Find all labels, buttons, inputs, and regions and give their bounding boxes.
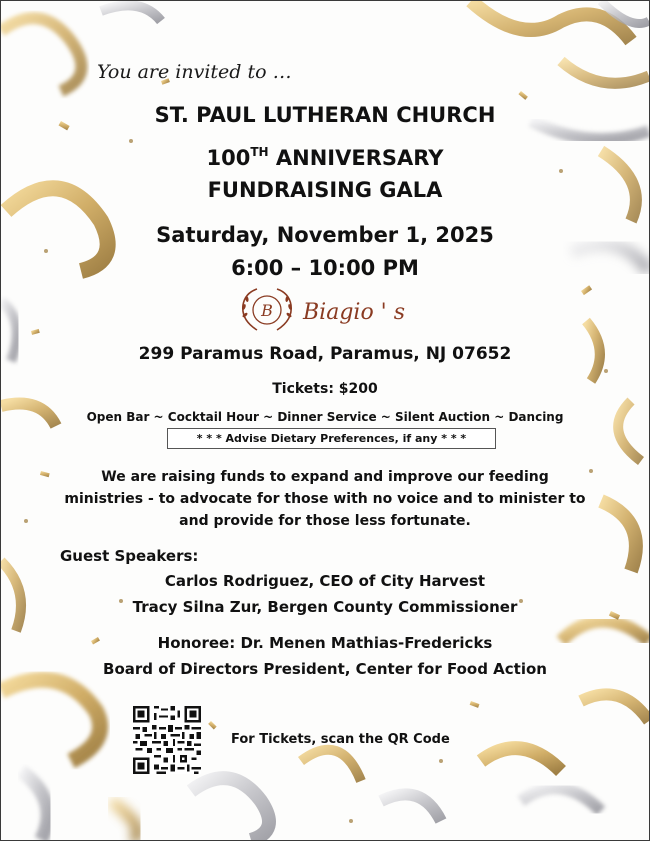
ticket-qr-code[interactable] (133, 706, 201, 774)
venue-logo (237, 285, 413, 335)
mission-statement (1, 466, 649, 532)
event-time: 6:00 – 10:00 PM (231, 256, 419, 280)
anniversary-word: ANNIVERSARY (268, 146, 444, 170)
ticket-price: Tickets: $200 (272, 381, 378, 397)
qr-caption: For Tickets, scan the QR Code (231, 732, 450, 747)
amenities-list: Open Bar ~ Cocktail Hour ~ Dinner Service ~ Silent Auction ~ Dancing (86, 410, 564, 424)
honoree-name: Honoree: Dr. Menen Mathias-Fredericks (157, 634, 493, 652)
flyer-content (1, 1, 649, 840)
guest-speaker-1: Carlos Rodriguez, CEO of City Harvest (164, 572, 486, 590)
mission-line-1: We are raising funds to expand and improve our feeding (101, 469, 549, 485)
guest-speaker-2: Tracy Silna Zur, Bergen County Commissioner (132, 598, 518, 616)
honoree-title: Board of Directors President, Center for Food Action (103, 660, 547, 678)
invite-line: You are invited to … (97, 61, 292, 83)
event-title: FUNDRAISING GALA (207, 178, 443, 202)
anniversary-number: 100 (206, 146, 251, 170)
anniversary-suffix: TH (250, 145, 269, 159)
guest-speakers-label: Guest Speakers: (60, 547, 199, 565)
mission-line-3: and provide for those less fortunate. (179, 513, 471, 529)
venue-address: 299 Paramus Road, Paramus, NJ 07652 (138, 344, 512, 364)
dietary-note-box: * * * Advise Dietary Preferences, if any * * * (167, 428, 496, 449)
logo-initial: B (261, 301, 273, 320)
mission-line-2: ministries - to advocate for those with no voice and to minister to (64, 491, 586, 507)
event-date: Saturday, November 1, 2025 (156, 223, 494, 247)
anniversary-heading (1, 145, 649, 170)
logo-name: Biagio ' s (303, 300, 406, 325)
church-name: ST. PAUL LUTHERAN CHURCH (154, 103, 496, 127)
